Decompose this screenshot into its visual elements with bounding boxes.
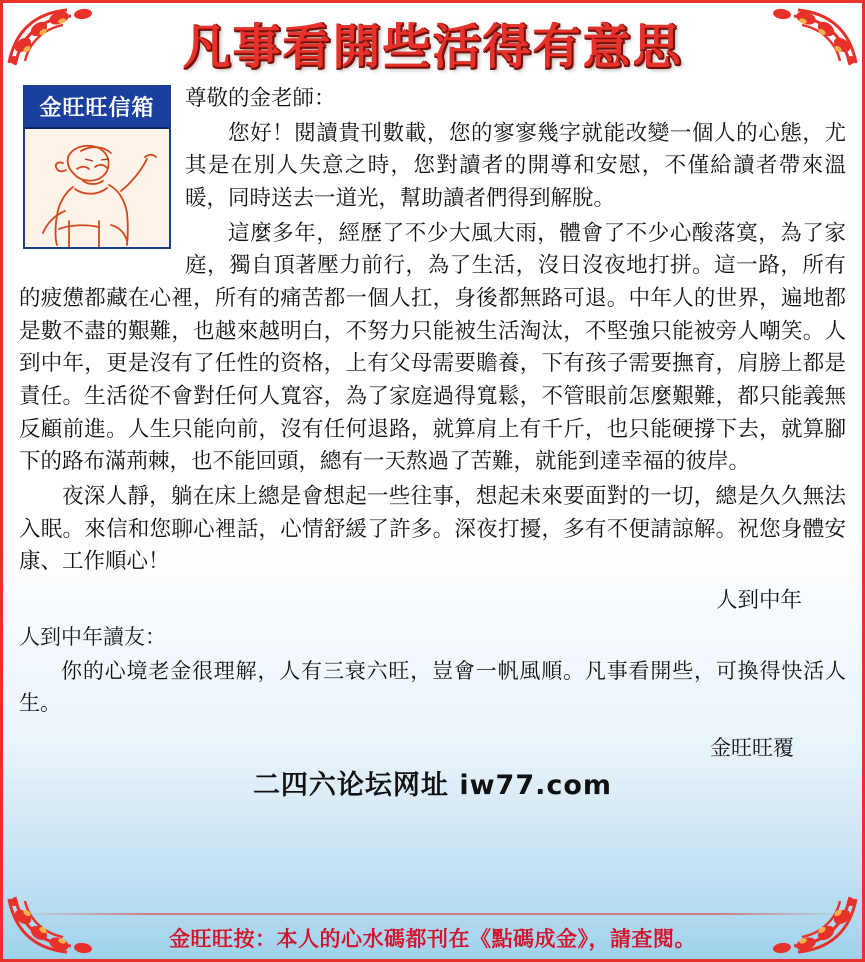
reply-body: 你的心境老金很理解，人有三衰六旺，豈會一帆風順。凡事看開些，可換得快活人生。 <box>19 658 846 715</box>
footer-divider <box>21 913 844 915</box>
letter-salutation: 尊敬的金老師： <box>185 86 336 111</box>
reply-signature: 金旺旺覆 <box>710 736 794 761</box>
article-body <box>3 83 862 765</box>
reply-greeting: 人到中年讀友： <box>19 624 166 649</box>
masthead-label: 金旺旺信箱 <box>25 87 169 129</box>
column-masthead <box>23 85 171 249</box>
letter-paragraph: 夜深人靜，躺在床上總是會想起一些往事，想起未來要面對的一切，總是久久無法入眠。來信和您聊心裡話，心情舒緩了許多。深夜打擾，多有不便請諒解。祝您身體安康、工作順心！ <box>19 484 846 575</box>
masthead-illustration <box>25 129 169 247</box>
page-title: 凡事看開些活得有意思 <box>182 18 683 75</box>
letter-signature: 人到中年 <box>715 588 802 614</box>
watermark-text: 二四六论坛网址 iw77.com <box>252 770 613 801</box>
reply-text <box>19 622 846 766</box>
footer-note: 金旺旺按：本人的心水碼都刊在《點碼成金》，請查閱。 <box>169 926 696 951</box>
letter-paragraph: 這麼多年，經歷了不少大風大雨，體會了不少心酸落寞，為了家庭，獨自頂著壓力前行，為了生活，沒日沒夜地打拼。這一路，所有的疲憊都藏在心裡，所有的痛苦都一個人扛，身後都無路可退。中年人的世界，遍地都是數不盡的艱難，也越來越明白，不努力只能被生活淘汰，不堅強只能被旁人嘲笑。人到中年，更是沒有了任性的资格，上有父母需要贍養，下有孩子需要撫育，肩膀上都是責任。生活從不會對任何人寬容，為了家庭過得寬鬆，不管眼前怎麼艱難，都只能義無反顧前進。人生只能向前，沒有任何退路，就算肩上有千斤，也只能硬撐下去，就算腳下的路布滿荊棘，也不能回頭，總有一天熬過了苦難，就能到達幸福的彼岸。 <box>19 220 846 475</box>
letter-paragraph: 您好！閱讀貴刊數載，您的寥寥幾字就能改變一個人的心態，尤其是在別人失意之時，您對讀者的開導和安慰，不僅給讀者帶來溫暖，同時送去一道光，幫助讀者們得到解脫。 <box>185 120 846 212</box>
headline-bar <box>3 3 862 81</box>
